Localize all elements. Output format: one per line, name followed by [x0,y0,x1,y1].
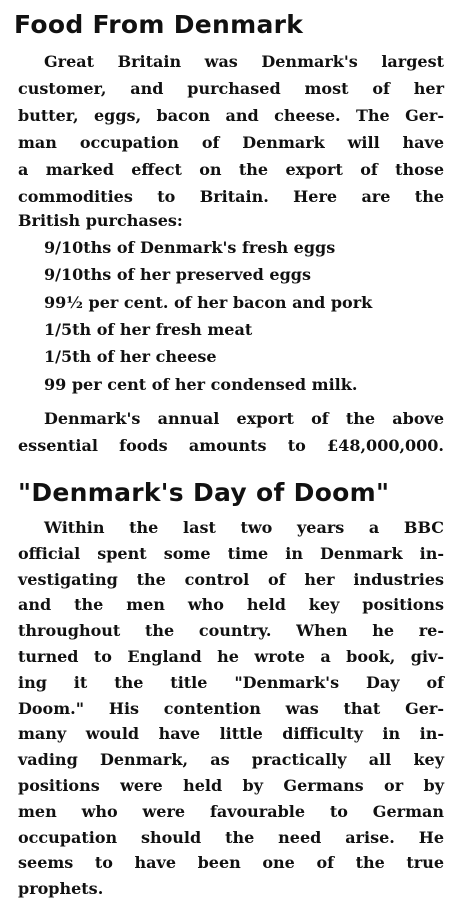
paragraph-line: and the men who held key positions [18,595,444,615]
paragraph-line: seems to have been one of the true [18,853,444,873]
paragraph-line: British purchases: [18,211,183,230]
paragraph-line: commodities to Britain. Here are the [18,187,444,206]
paragraph-line: Doom." His contention was that Ger- [18,698,444,718]
paragraph-line: essential foods amounts to £48,000,000. [18,436,444,455]
purchase-list-item: 99 per cent of her condensed milk. [44,375,358,394]
paragraph-line: positions were held by Germans or by [18,776,444,795]
paragraph-line: Within the last two years a BBC [44,518,444,537]
paragraph-line: butter, eggs, bacon and cheese. The Ger- [18,106,444,125]
paragraph-line: men who were favourable to German [18,801,444,821]
paragraph-line: vading Denmark, as practically all key [18,750,444,770]
purchase-list-item: 9/10ths of Denmark's fresh eggs [44,238,336,257]
paragraph-line: turned to England he wrote a book, giv- [18,647,444,666]
article-headline-denmarks-day-of-doom: "Denmark's Day of Doom" [18,478,390,507]
paragraph-line: customer, and purchased most of her [18,79,444,98]
paragraph-line: many would have little difficulty in in- [18,724,444,744]
paragraph-line: ing it the title "Denmark's Day of [18,672,444,692]
paragraph-line: throughout the country. When he re- [18,621,444,641]
article-headline-food-from-denmark: Food From Denmark [14,10,304,39]
purchase-list-item: 1/5th of her fresh meat [44,320,253,339]
purchase-list-item: 1/5th of her cheese [44,347,217,366]
paragraph-line: Great Britain was Denmark's largest [44,52,444,71]
paragraph-line: Denmark's annual export of the above [44,409,444,428]
paragraph-line: official spent some time in Denmark in- [18,543,444,563]
paragraph-line: man occupation of Denmark will have [18,133,444,152]
paragraph-line: a marked effect on the export of those [18,160,444,179]
purchase-list-item: 9/10ths of her preserved eggs [44,265,311,284]
paragraph-line: occupation should the need arise. He [18,827,444,847]
paragraph-line: vestigating the control of her industries [18,569,444,589]
purchase-list-item: 99½ per cent. of her bacon and pork [44,293,373,312]
paragraph-line: prophets. [18,879,104,899]
